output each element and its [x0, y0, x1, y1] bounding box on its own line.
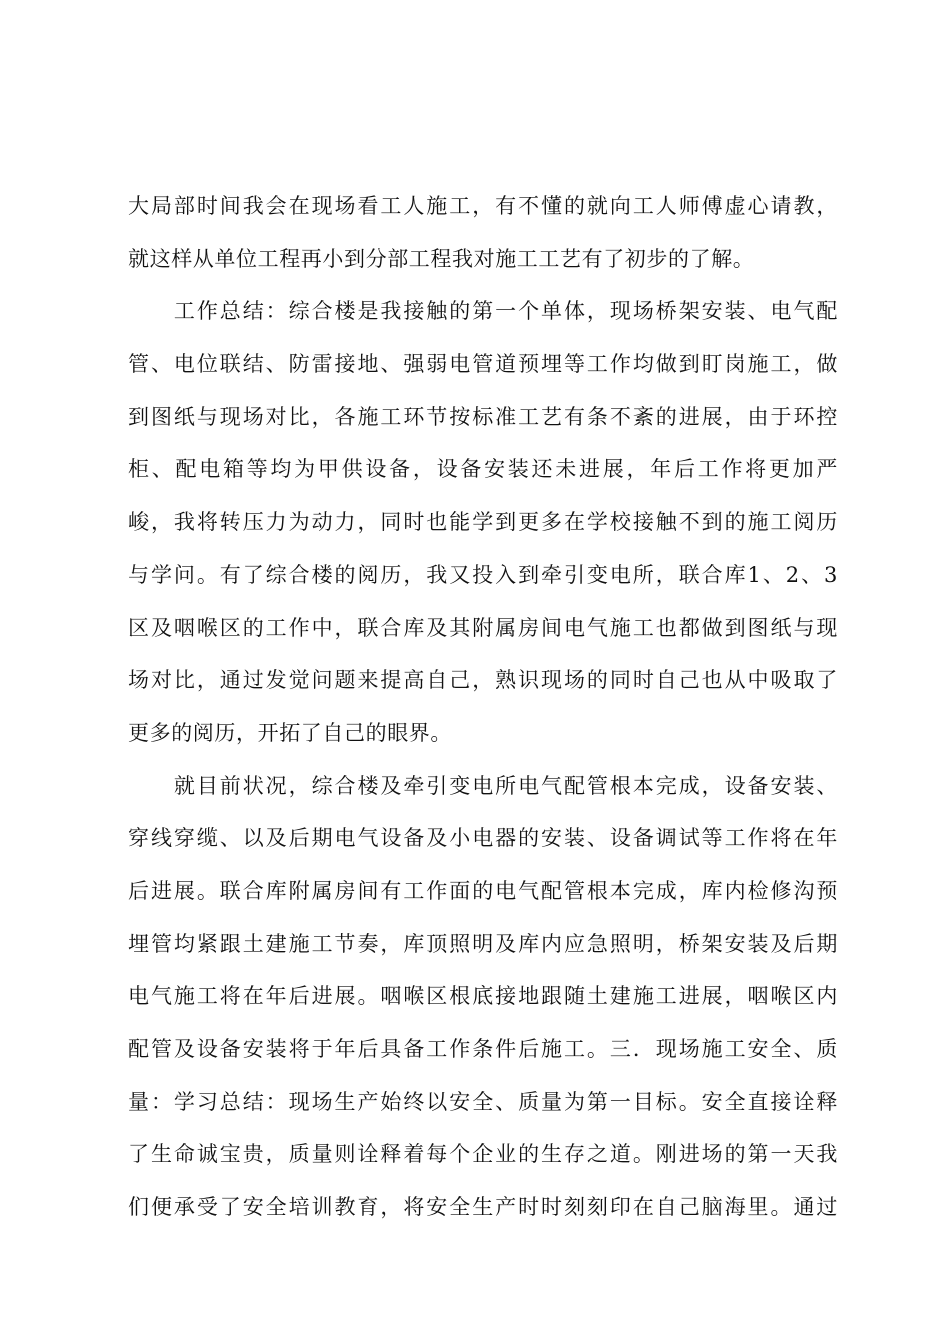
text-line: 就目前状况，综合楼及牵引变电所电气配管根本完成，设备安装、 [128, 773, 838, 798]
text-line: 了生命诚宝贵，质量则诠释着每个企业的生存之道。刚进场的第一天我 [128, 1142, 838, 1167]
text-line: 管、电位联结、防雷接地、强弱电管道预埋等工作均做到盯岗施工，做 [128, 352, 838, 377]
text-line: 更多的阅历，开拓了自己的眼界。 [128, 720, 452, 745]
body-text [128, 180, 838, 1234]
text-line: 埋管均紧跟土建施工节奏，库顶照明及库内应急照明，桥架安装及后期 [128, 931, 838, 956]
paragraph [128, 285, 838, 759]
text-line: 柜、配电箱等均为甲供设备，设备安装还未进展，年后工作将更加严 [128, 457, 838, 482]
text-line: 穿线穿缆、以及后期电气设备及小电器的安装、设备调试等工作将在年 [128, 826, 838, 851]
paragraph [128, 760, 838, 1234]
text-line: 工作总结：综合楼是我接触的第一个单体，现场桥架安装、电气配 [128, 299, 838, 324]
text-line: 区及咽喉区的工作中，联合库及其附属房间电气施工也都做到图纸与现 [128, 615, 838, 640]
text-line: 与学问。有了综合楼的阅历，我又投入到牵引变电所，联合库1、2、3 [128, 562, 838, 587]
text-line: 电气施工将在年后进展。咽喉区根底接地跟随土建施工进展，咽喉区内 [128, 984, 838, 1009]
paragraph [128, 180, 838, 285]
text-line: 峻，我将转压力为动力，同时也能学到更多在学校接触不到的施工阅历 [128, 510, 838, 535]
text-line: 到图纸与现场对比，各施工环节按标准工艺有条不紊的进展，由于环控 [128, 404, 838, 429]
text-line: 就这样从单位工程再小到分部工程我对施工工艺有了初步的了解。 [128, 246, 755, 271]
text-line: 场对比，通过发觉问题来提高自己，熟识现场的同时自己也从中吸取了 [128, 668, 838, 693]
text-line: 量：学习总结：现场生产始终以安全、质量为第一目标。安全直接诠释 [128, 1089, 838, 1114]
text-line: 大局部时间我会在现场看工人施工，有不懂的就向工人师傅虚心请教， [128, 194, 838, 218]
text-line: 后进展。联合库附属房间有工作面的电气配管根本完成，库内检修沟预 [128, 878, 838, 903]
text-line: 配管及设备安装将于年后具备工作条件后施工。三．现场施工安全、质 [128, 1037, 838, 1061]
text-line: 们便承受了安全培训教育，将安全生产时时刻刻印在自己脑海里。通过 [128, 1195, 838, 1220]
